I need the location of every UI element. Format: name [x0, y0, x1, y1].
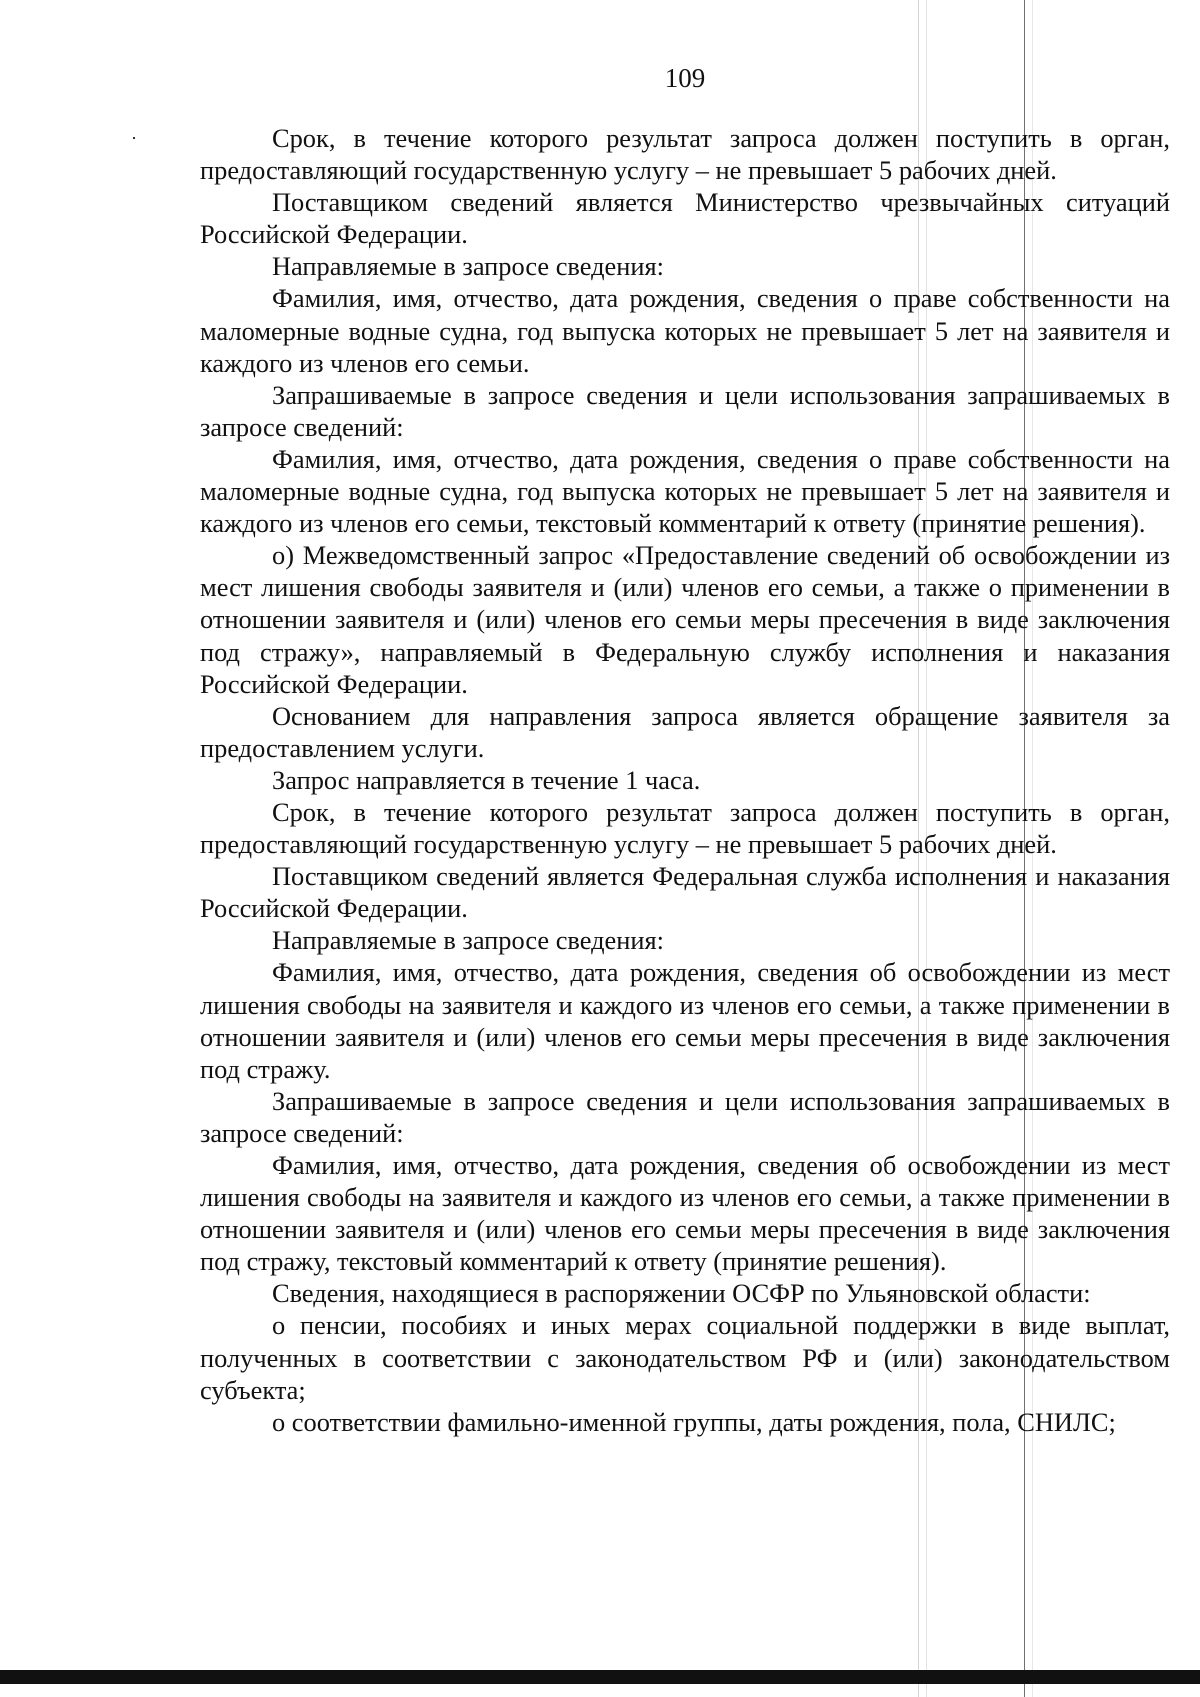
paragraph: Запрашиваемые в запросе сведения и цели использования запрашиваемых в запросе сведений:	[200, 1085, 1170, 1148]
page-number: 109	[664, 63, 706, 93]
paragraph: о пенсии, пособиях и иных мерах социальной поддержки в виде выплат, полученных в соответствии с законодательством РФ и (или) законодательством субъекта;	[200, 1310, 1170, 1405]
paragraph: Запрос направляется в течение 1 часа.	[272, 764, 701, 795]
paragraph: Срок, в течение которого результат запроса должен поступить в орган, предоставляющий государственную услугу – не превышает 5 рабочих дней.	[200, 123, 1170, 186]
paragraph: Поставщиком сведений является Федеральная служба исполнения и наказания Российской Федерации.	[200, 861, 1170, 924]
paragraph: Фамилия, имя, отчество, дата рождения, сведения о праве собственности на маломерные водные судна, год выпуска которых не превышает 5 лет на заявителя и каждого из членов его семьи, текстовый комментарий к ответу (принятие решения).	[200, 443, 1170, 539]
paragraph: Сведения, находящиеся в распоряжении ОСФР по Ульяновской области:	[272, 1278, 1091, 1309]
paragraph: о соответствии фамильно-именной группы, даты рождения, пола, СНИЛС;	[272, 1406, 1116, 1437]
paragraph: Фамилия, имя, отчество, дата рождения, сведения о праве собственности на маломерные водные судна, год выпуска которых не превышает 5 лет на заявителя и каждого из членов его семьи.	[200, 283, 1170, 378]
scan-artifact-dot	[133, 137, 135, 139]
paragraph: о) Межведомственный запрос «Предоставление сведений об освобождении из мест лишения свободы заявителя и (или) членов его семьи, а также о применении в отношении заявителя и (или) членов его семьи меры пресечения в виде заключения под стражу», направляемый в Федеральную службу исполнения и наказания Российской Федерации.	[200, 540, 1170, 699]
paragraph: Основанием для направления запроса является обращение заявителя за предоставлением услуги.	[200, 700, 1170, 763]
scan-bottom-border	[0, 1670, 1200, 1684]
paragraph: Направляемые в запросе сведения:	[272, 925, 664, 956]
paragraph: Фамилия, имя, отчество, дата рождения, сведения об освобождении из мест лишения свободы на заявителя и каждого из членов его семьи, а также применении в отношении заявителя и (или) членов его семьи меры пресечения в виде заключения под стражу, текстовый комментарий к ответу (принятие решения).	[200, 1150, 1170, 1277]
paragraph: Фамилия, имя, отчество, дата рождения, сведения об освобождении из мест лишения свободы на заявителя и каждого из членов его семьи, а также применении в отношении заявителя и (или) членов его семьи меры пресечения в виде заключения под стражу.	[200, 957, 1170, 1084]
document-body	[200, 122, 1170, 1438]
paragraph: Запрашиваемые в запросе сведения и цели использования запрашиваемых в запросе сведений:	[200, 379, 1170, 442]
paragraph: Направляемые в запросе сведения:	[272, 251, 664, 282]
paragraph: Поставщиком сведений является Министерство чрезвычайных ситуаций Российской Федерации.	[200, 187, 1170, 250]
paragraph: Срок, в течение которого результат запроса должен поступить в орган, предоставляющий государственную услугу – не превышает 5 рабочих дней.	[200, 796, 1170, 860]
